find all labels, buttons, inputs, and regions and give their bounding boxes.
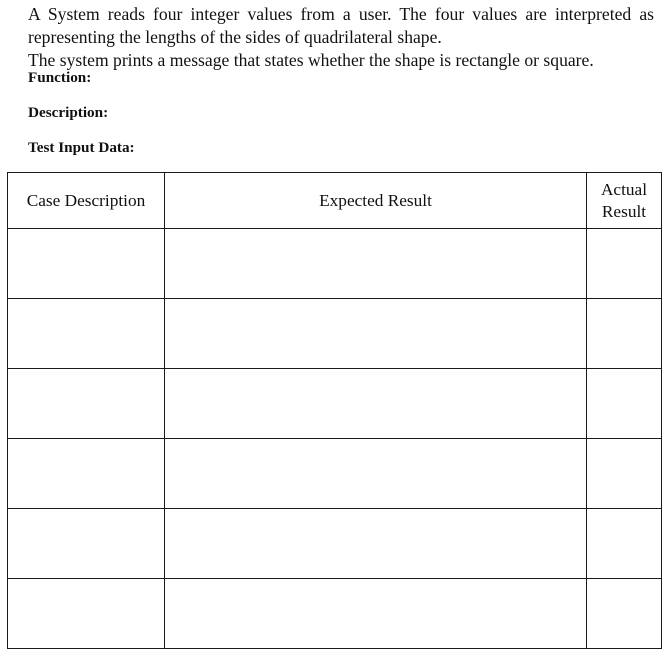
actual-result-cell[interactable] bbox=[587, 579, 662, 649]
expected-result-header: Expected Result bbox=[165, 173, 587, 229]
actual-result-cell[interactable] bbox=[587, 509, 662, 579]
actual-result-cell[interactable] bbox=[587, 299, 662, 369]
actual-result-header-line-1: Actual bbox=[600, 179, 648, 199]
table-row bbox=[8, 579, 662, 649]
expected-result-cell[interactable] bbox=[165, 369, 587, 439]
case-description-cell[interactable] bbox=[8, 299, 165, 369]
test-case-table bbox=[7, 172, 662, 649]
case-description-cell[interactable] bbox=[8, 369, 165, 439]
expected-result-cell[interactable] bbox=[165, 299, 587, 369]
table-row bbox=[8, 369, 662, 439]
case-description-cell[interactable] bbox=[8, 439, 165, 509]
test-input-data-label: Test Input Data: bbox=[28, 139, 135, 156]
expected-result-cell[interactable] bbox=[165, 229, 587, 299]
function-label: Function: bbox=[28, 69, 92, 86]
expected-result-cell[interactable] bbox=[165, 509, 587, 579]
table-row bbox=[8, 439, 662, 509]
table-row bbox=[8, 299, 662, 369]
actual-result-cell[interactable] bbox=[587, 439, 662, 509]
case-description-header: Case Description bbox=[8, 173, 165, 229]
case-description-cell[interactable] bbox=[8, 509, 165, 579]
actual-result-cell[interactable] bbox=[587, 369, 662, 439]
problem-statement bbox=[28, 3, 654, 72]
table-row bbox=[8, 509, 662, 579]
problem-statement-line-1: A System reads four integer values from a user. The four values are interpreted as representing the lengths of the sides of quadrilateral shape. bbox=[28, 4, 654, 47]
problem-statement-line-2: The system prints a message that states whether the shape is rectangle or square. bbox=[28, 50, 594, 70]
expected-result-cell[interactable] bbox=[165, 439, 587, 509]
description-label: Description: bbox=[28, 104, 109, 121]
case-description-cell[interactable] bbox=[8, 579, 165, 649]
actual-result-cell[interactable] bbox=[587, 229, 662, 299]
expected-result-cell[interactable] bbox=[165, 579, 587, 649]
table-header-row bbox=[8, 173, 662, 229]
case-description-cell[interactable] bbox=[8, 229, 165, 299]
actual-result-header bbox=[587, 173, 662, 229]
actual-result-header-line-2: Result bbox=[601, 201, 647, 221]
table-row bbox=[8, 229, 662, 299]
